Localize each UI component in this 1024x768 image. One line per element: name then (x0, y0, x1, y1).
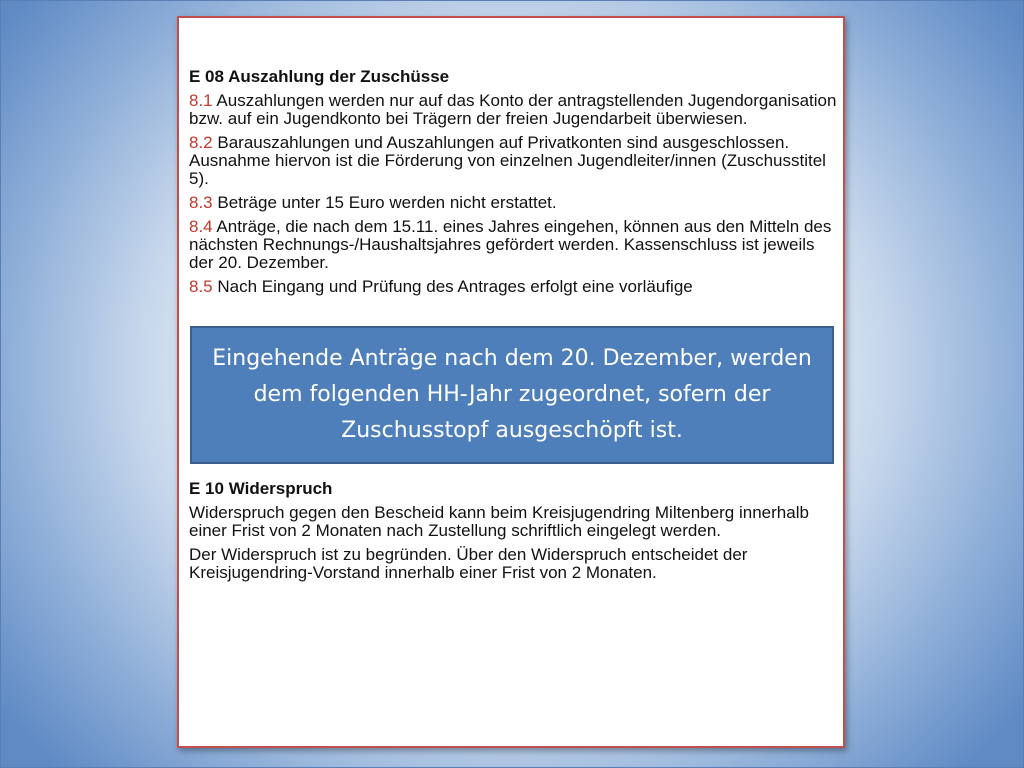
paragraph: Widerspruch gegen den Bescheid kann beim Kreisjugendring Miltenberg innerhalb einer Frist von 2 Monaten nach Zustellung schriftlich eingelegt werden. (189, 503, 809, 540)
section-spacer (189, 462, 839, 480)
item-number: 8.2 (189, 133, 213, 152)
paragraph: Der Widerspruch ist zu begründen. Über den Widerspruch entscheidet der Kreisjugendring-Vorstand innerhalb einer Frist von 2 Monaten. (189, 545, 748, 582)
item-text: Beträge unter 15 Euro werden nicht erstattet. (212, 193, 557, 212)
item-number: 8.5 (189, 277, 213, 296)
item-text: Barauszahlungen und Auszahlungen auf Privatkonten sind ausgeschlossen. Ausnahme hiervon ist die Förderung von einzelnen Jugendleiter/innen (Zuschusstitel 5). (189, 133, 826, 188)
list-item (189, 278, 839, 296)
list-item (189, 194, 839, 212)
callout-box (190, 326, 834, 464)
callout-text: Eingehende Anträge nach dem 20. Dezember, werden dem folgenden HH-Jahr zugeordnet, sofern der Zuschusstopf ausgeschöpft ist. (212, 346, 812, 443)
item-text: Auszahlungen werden nur auf das Konto der antragstellenden Jugendorganisation bzw. auf ein Jugendkonto bei Trägern der freien Jugendarbeit überwiesen. (189, 91, 837, 128)
list-item (189, 134, 839, 188)
item-number: 8.1 (189, 91, 213, 110)
item-number: 8.3 (189, 193, 213, 212)
item-text: Nach Eingang und Prüfung des Antrages erfolgt eine vorläufige (212, 277, 693, 296)
item-number: 8.4 (189, 217, 213, 236)
item-text: Anträge, die nach dem 15.11. eines Jahres eingehen, können aus den Mitteln des nächsten Rechnungs-/Haushaltsjahres gefördert werden. Kassenschluss ist jeweils der 20. Dezember. (189, 217, 832, 272)
list-item (189, 92, 839, 128)
section-heading-e08: E 08 Auszahlung der Zuschüsse (189, 67, 450, 86)
section-heading-e10: E 10 Widerspruch (189, 479, 333, 498)
list-item (189, 218, 839, 272)
